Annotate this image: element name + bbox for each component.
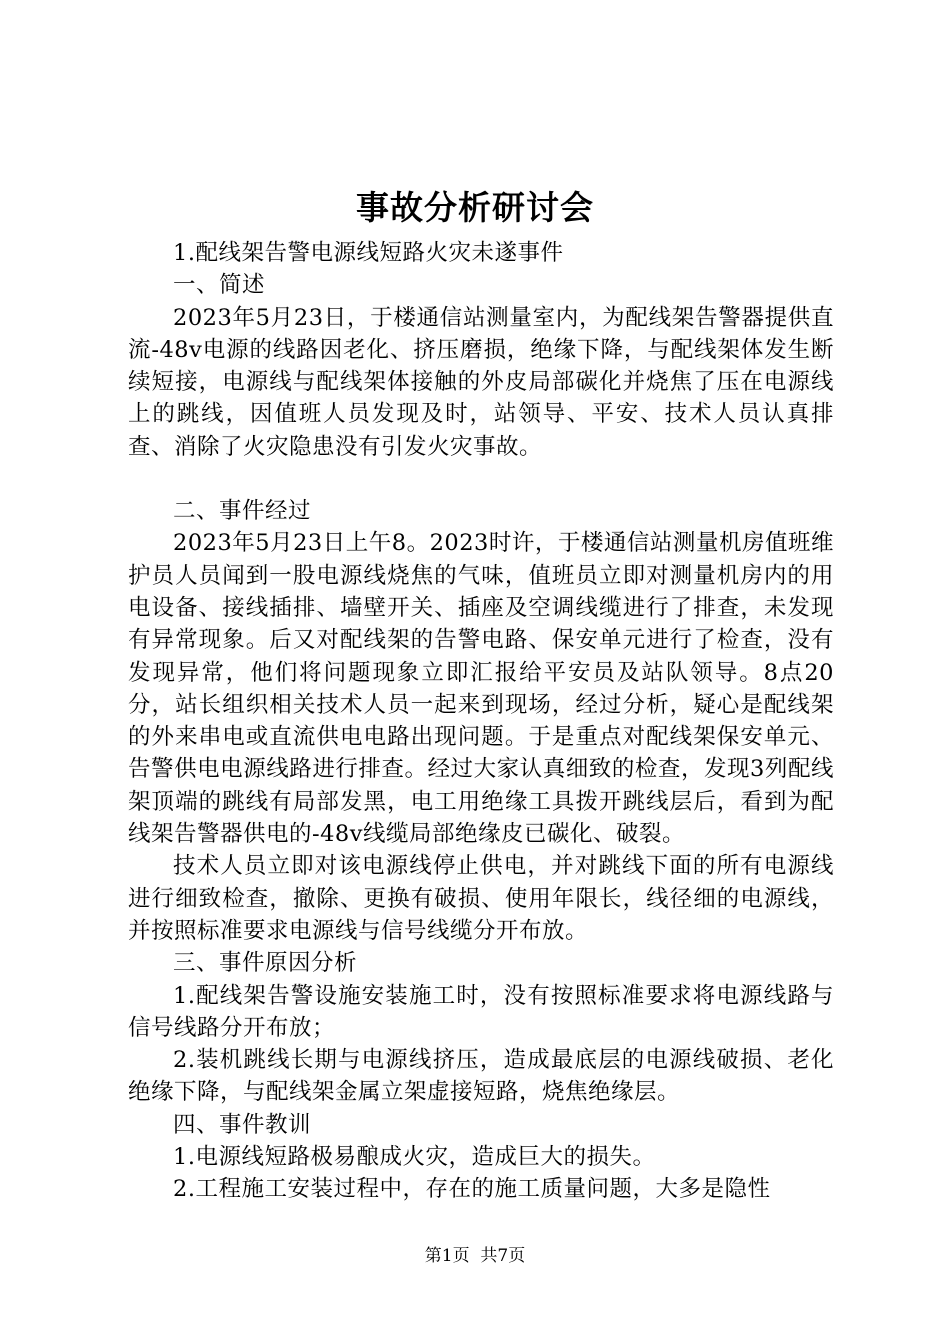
paragraph-cause-1: 1.配线架告警设施安装施工时，没有按照标准要求将电源线路与信号线路分开布放； <box>128 982 834 1041</box>
paragraph-process-text: 2023年5月23日上午8。2023时许，于楼通信站测量机房值班维护员人员闻到一股电源线烧焦的气味，值班员立即对测量机房内的用电设备、接线插排、墙壁开关、插座及空调线缆进行了排查，未发现有异常现象。后又对配线架的告警电路、保安单元进行了检查，没有发现异常，他们将问题现象立即汇报给平安员及站队领导。8点20分，站长组织相关技术人员一起来到现场，经过分析，疑心是配线架的外来串电或直流供电电路出现问题。于是重点对配线架保安单元、告警供电电源线路进行排查。经过大家认真细致的检查，发现3列配线架顶端的跳线有局部发黑，电工用绝缘工具拨开跳线层后，看到为配线架告警器供电的-48v线缆局部绝缘皮已碳化、破裂。 <box>128 530 834 848</box>
paragraph-lesson-2: 2.工程施工安装过程中，存在的施工质量问题，大多是隐性 <box>173 1176 771 1203</box>
paragraph-lesson-1: 1.电源线短路极易酿成火灾，造成巨大的损失。 <box>173 1144 656 1171</box>
paragraph-incident-heading: 1.配线架告警电源线短路火灾未遂事件 <box>173 240 564 266</box>
page-total: 共7页 <box>480 1246 526 1266</box>
document-body <box>128 237 834 1206</box>
paragraph-summary-text: 2023年5月23日，于楼通信站测量室内，为配线架告警器提供直流-48v电源的线路因老化、挤压磨损，绝缘下降，与配线架体发生断续短接，电源线与配线架体接触的外皮局部碳化并烧焦了压在电源线上的跳线，因值班人员发现及时，站领导、平安、技术人员认真排查、消除了火灾隐患没有引发火灾事故。 <box>128 304 834 460</box>
page-footer <box>0 1244 950 1268</box>
paragraph-cause-2: 2.装机跳线长期与电源线挤压，造成最底层的电源线破损、老化绝缘下降，与配线架金属立架虚接短路，烧焦绝缘层。 <box>128 1047 834 1106</box>
paragraph-process-followup: 技术人员立即对该电源线停止供电，并对跳线下面的所有电源线进行细致检查，撤除、更换有破损、使用年限长，线径细的电源线，并按照标准要求电源线与信号线缆分开布放。 <box>128 853 834 944</box>
page-number: 第1页 <box>424 1246 470 1266</box>
document-title: 事故分析研讨会 <box>356 188 594 227</box>
paragraph-section-lessons: 四、事件教训 <box>173 1111 312 1138</box>
paragraph-section-summary: 一、简述 <box>173 272 266 299</box>
paragraph-section-causes: 三、事件原因分析 <box>173 950 358 977</box>
paragraph-section-process: 二、事件经过 <box>173 498 312 525</box>
